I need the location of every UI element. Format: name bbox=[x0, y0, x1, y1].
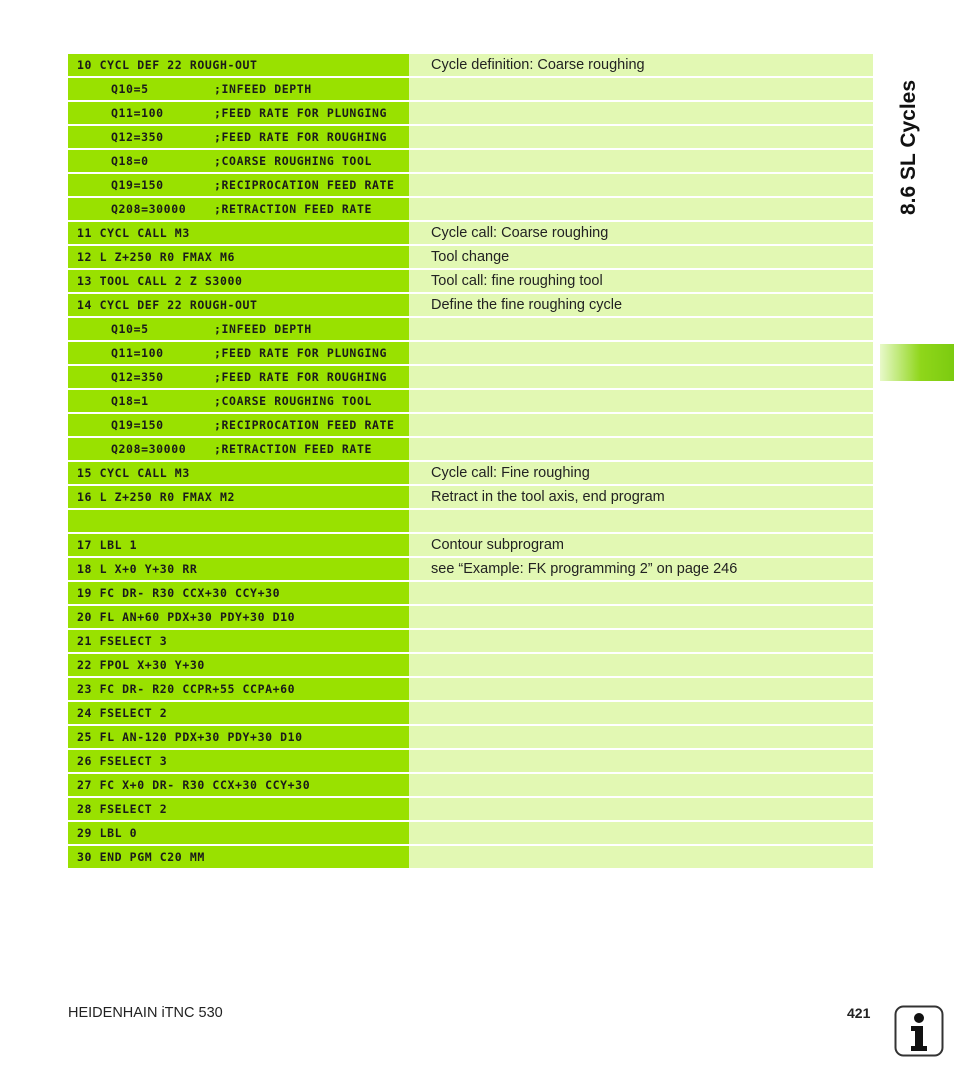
description-cell bbox=[409, 750, 873, 772]
description-cell bbox=[409, 342, 873, 364]
table-row bbox=[68, 582, 873, 604]
description-cell bbox=[409, 102, 873, 124]
table-row bbox=[68, 438, 873, 460]
parameter-comment: ;FEED RATE FOR PLUNGING bbox=[214, 106, 388, 120]
nc-code-cell bbox=[68, 198, 409, 220]
nc-code-cell: 25 FL AN-120 PDX+30 PDY+30 D10 bbox=[68, 726, 409, 748]
table-row bbox=[68, 270, 873, 292]
description-cell bbox=[409, 630, 873, 652]
nc-code-cell: 21 FSELECT 3 bbox=[68, 630, 409, 652]
nc-code-cell: 22 FPOL X+30 Y+30 bbox=[68, 654, 409, 676]
nc-code-cell bbox=[68, 102, 409, 124]
table-row bbox=[68, 318, 873, 340]
description-cell bbox=[409, 654, 873, 676]
description-cell bbox=[409, 78, 873, 100]
info-icon bbox=[894, 1005, 944, 1057]
description-cell: Retract in the tool axis, end program bbox=[409, 486, 873, 508]
table-row bbox=[68, 366, 873, 388]
description-cell bbox=[409, 798, 873, 820]
table-row bbox=[68, 486, 873, 508]
cycle-parameter: Q19=150 bbox=[111, 178, 164, 192]
nc-code-cell bbox=[68, 150, 409, 172]
cycle-parameter: Q11=100 bbox=[111, 106, 164, 120]
description-cell bbox=[409, 774, 873, 796]
description-cell: Tool change bbox=[409, 246, 873, 268]
footer-brand: HEIDENHAIN iTNC 530 bbox=[68, 1005, 223, 1021]
parameter-comment: ;COARSE ROUGHING TOOL bbox=[214, 154, 372, 168]
nc-code-cell: 17 LBL 1 bbox=[68, 534, 409, 556]
nc-code-cell bbox=[68, 366, 409, 388]
description-cell bbox=[409, 510, 873, 532]
description-cell bbox=[409, 582, 873, 604]
table-row bbox=[68, 678, 873, 700]
parameter-comment: ;RETRACTION FEED RATE bbox=[214, 442, 372, 456]
table-row bbox=[68, 606, 873, 628]
table-row bbox=[68, 702, 873, 724]
nc-code-cell: 28 FSELECT 2 bbox=[68, 798, 409, 820]
nc-code-cell: 19 FC DR- R30 CCX+30 CCY+30 bbox=[68, 582, 409, 604]
table-row bbox=[68, 150, 873, 172]
table-row bbox=[68, 846, 873, 868]
description-cell bbox=[409, 366, 873, 388]
nc-code-cell bbox=[68, 318, 409, 340]
description-cell bbox=[409, 822, 873, 844]
description-cell bbox=[409, 198, 873, 220]
description-cell: see “Example: FK programming 2” on page 246 bbox=[409, 558, 873, 580]
nc-code-cell bbox=[68, 78, 409, 100]
table-row bbox=[68, 174, 873, 196]
nc-code-cell bbox=[68, 438, 409, 460]
cycle-parameter: Q10=5 bbox=[111, 322, 149, 336]
section-title: 8.6 SL Cycles bbox=[897, 79, 920, 215]
nc-code-cell: 27 FC X+0 DR- R30 CCX+30 CCY+30 bbox=[68, 774, 409, 796]
nc-code-cell bbox=[68, 510, 409, 532]
cycle-parameter: Q208=30000 bbox=[111, 202, 187, 216]
description-cell bbox=[409, 702, 873, 724]
cycle-parameter: Q19=150 bbox=[111, 418, 164, 432]
nc-code-cell: 10 CYCL DEF 22 ROUGH-OUT bbox=[68, 54, 409, 76]
description-cell bbox=[409, 678, 873, 700]
nc-code-cell bbox=[68, 414, 409, 436]
table-row bbox=[68, 462, 873, 484]
nc-code-cell: 23 FC DR- R20 CCPR+55 CCPA+60 bbox=[68, 678, 409, 700]
cycle-parameter: Q18=1 bbox=[111, 394, 149, 408]
description-cell: Define the fine roughing cycle bbox=[409, 294, 873, 316]
parameter-comment: ;FEED RATE FOR PLUNGING bbox=[214, 346, 388, 360]
table-row bbox=[68, 750, 873, 772]
table-row bbox=[68, 78, 873, 100]
description-cell bbox=[409, 390, 873, 412]
chapter-tab-marker bbox=[880, 344, 954, 381]
page-number: 421 bbox=[847, 1005, 871, 1021]
table-row bbox=[68, 246, 873, 268]
nc-code-cell bbox=[68, 342, 409, 364]
table-row bbox=[68, 54, 873, 76]
cycle-parameter: Q12=350 bbox=[111, 370, 164, 384]
nc-code-cell: 15 CYCL CALL M3 bbox=[68, 462, 409, 484]
table-row bbox=[68, 534, 873, 556]
nc-code-cell: 20 FL AN+60 PDX+30 PDY+30 D10 bbox=[68, 606, 409, 628]
nc-code-cell: 30 END PGM C20 MM bbox=[68, 846, 409, 868]
description-cell bbox=[409, 438, 873, 460]
table-row bbox=[68, 630, 873, 652]
nc-code-cell bbox=[68, 174, 409, 196]
cycle-parameter: Q10=5 bbox=[111, 82, 149, 96]
description-cell: Cycle definition: Coarse roughing bbox=[409, 54, 873, 76]
parameter-comment: ;RETRACTION FEED RATE bbox=[214, 202, 372, 216]
table-row bbox=[68, 294, 873, 316]
description-cell bbox=[409, 174, 873, 196]
nc-code-cell: 12 L Z+250 R0 FMAX M6 bbox=[68, 246, 409, 268]
parameter-comment: ;COARSE ROUGHING TOOL bbox=[214, 394, 372, 408]
cycle-parameter: Q11=100 bbox=[111, 346, 164, 360]
nc-code-cell: 14 CYCL DEF 22 ROUGH-OUT bbox=[68, 294, 409, 316]
nc-code-cell: 24 FSELECT 2 bbox=[68, 702, 409, 724]
table-row bbox=[68, 414, 873, 436]
table-row bbox=[68, 798, 873, 820]
parameter-comment: ;RECIPROCATION FEED RATE bbox=[214, 178, 395, 192]
table-row bbox=[68, 102, 873, 124]
program-listing-table bbox=[68, 54, 873, 870]
description-cell bbox=[409, 726, 873, 748]
nc-code-cell: 26 FSELECT 3 bbox=[68, 750, 409, 772]
parameter-comment: ;INFEED DEPTH bbox=[214, 82, 312, 96]
table-row bbox=[68, 390, 873, 412]
cycle-parameter: Q18=0 bbox=[111, 154, 149, 168]
table-row bbox=[68, 342, 873, 364]
table-row bbox=[68, 198, 873, 220]
description-cell bbox=[409, 606, 873, 628]
table-row bbox=[68, 654, 873, 676]
parameter-comment: ;FEED RATE FOR ROUGHING bbox=[214, 370, 388, 384]
table-row bbox=[68, 822, 873, 844]
nc-code-cell: 18 L X+0 Y+30 RR bbox=[68, 558, 409, 580]
cycle-parameter: Q208=30000 bbox=[111, 442, 187, 456]
description-cell: Tool call: fine roughing tool bbox=[409, 270, 873, 292]
description-cell: Cycle call: Fine roughing bbox=[409, 462, 873, 484]
table-row bbox=[68, 774, 873, 796]
description-cell: Cycle call: Coarse roughing bbox=[409, 222, 873, 244]
table-row bbox=[68, 126, 873, 148]
nc-code-cell bbox=[68, 126, 409, 148]
nc-code-cell: 11 CYCL CALL M3 bbox=[68, 222, 409, 244]
table-row bbox=[68, 510, 873, 532]
nc-code-cell: 29 LBL 0 bbox=[68, 822, 409, 844]
table-row bbox=[68, 558, 873, 580]
table-row bbox=[68, 222, 873, 244]
nc-code-cell: 16 L Z+250 R0 FMAX M2 bbox=[68, 486, 409, 508]
description-cell bbox=[409, 414, 873, 436]
cycle-parameter: Q12=350 bbox=[111, 130, 164, 144]
description-cell bbox=[409, 846, 873, 868]
nc-code-cell bbox=[68, 390, 409, 412]
parameter-comment: ;RECIPROCATION FEED RATE bbox=[214, 418, 395, 432]
table-row bbox=[68, 726, 873, 748]
parameter-comment: ;FEED RATE FOR ROUGHING bbox=[214, 130, 388, 144]
description-cell bbox=[409, 126, 873, 148]
description-cell bbox=[409, 318, 873, 340]
nc-code-cell: 13 TOOL CALL 2 Z S3000 bbox=[68, 270, 409, 292]
parameter-comment: ;INFEED DEPTH bbox=[214, 322, 312, 336]
description-cell bbox=[409, 150, 873, 172]
description-cell: Contour subprogram bbox=[409, 534, 873, 556]
